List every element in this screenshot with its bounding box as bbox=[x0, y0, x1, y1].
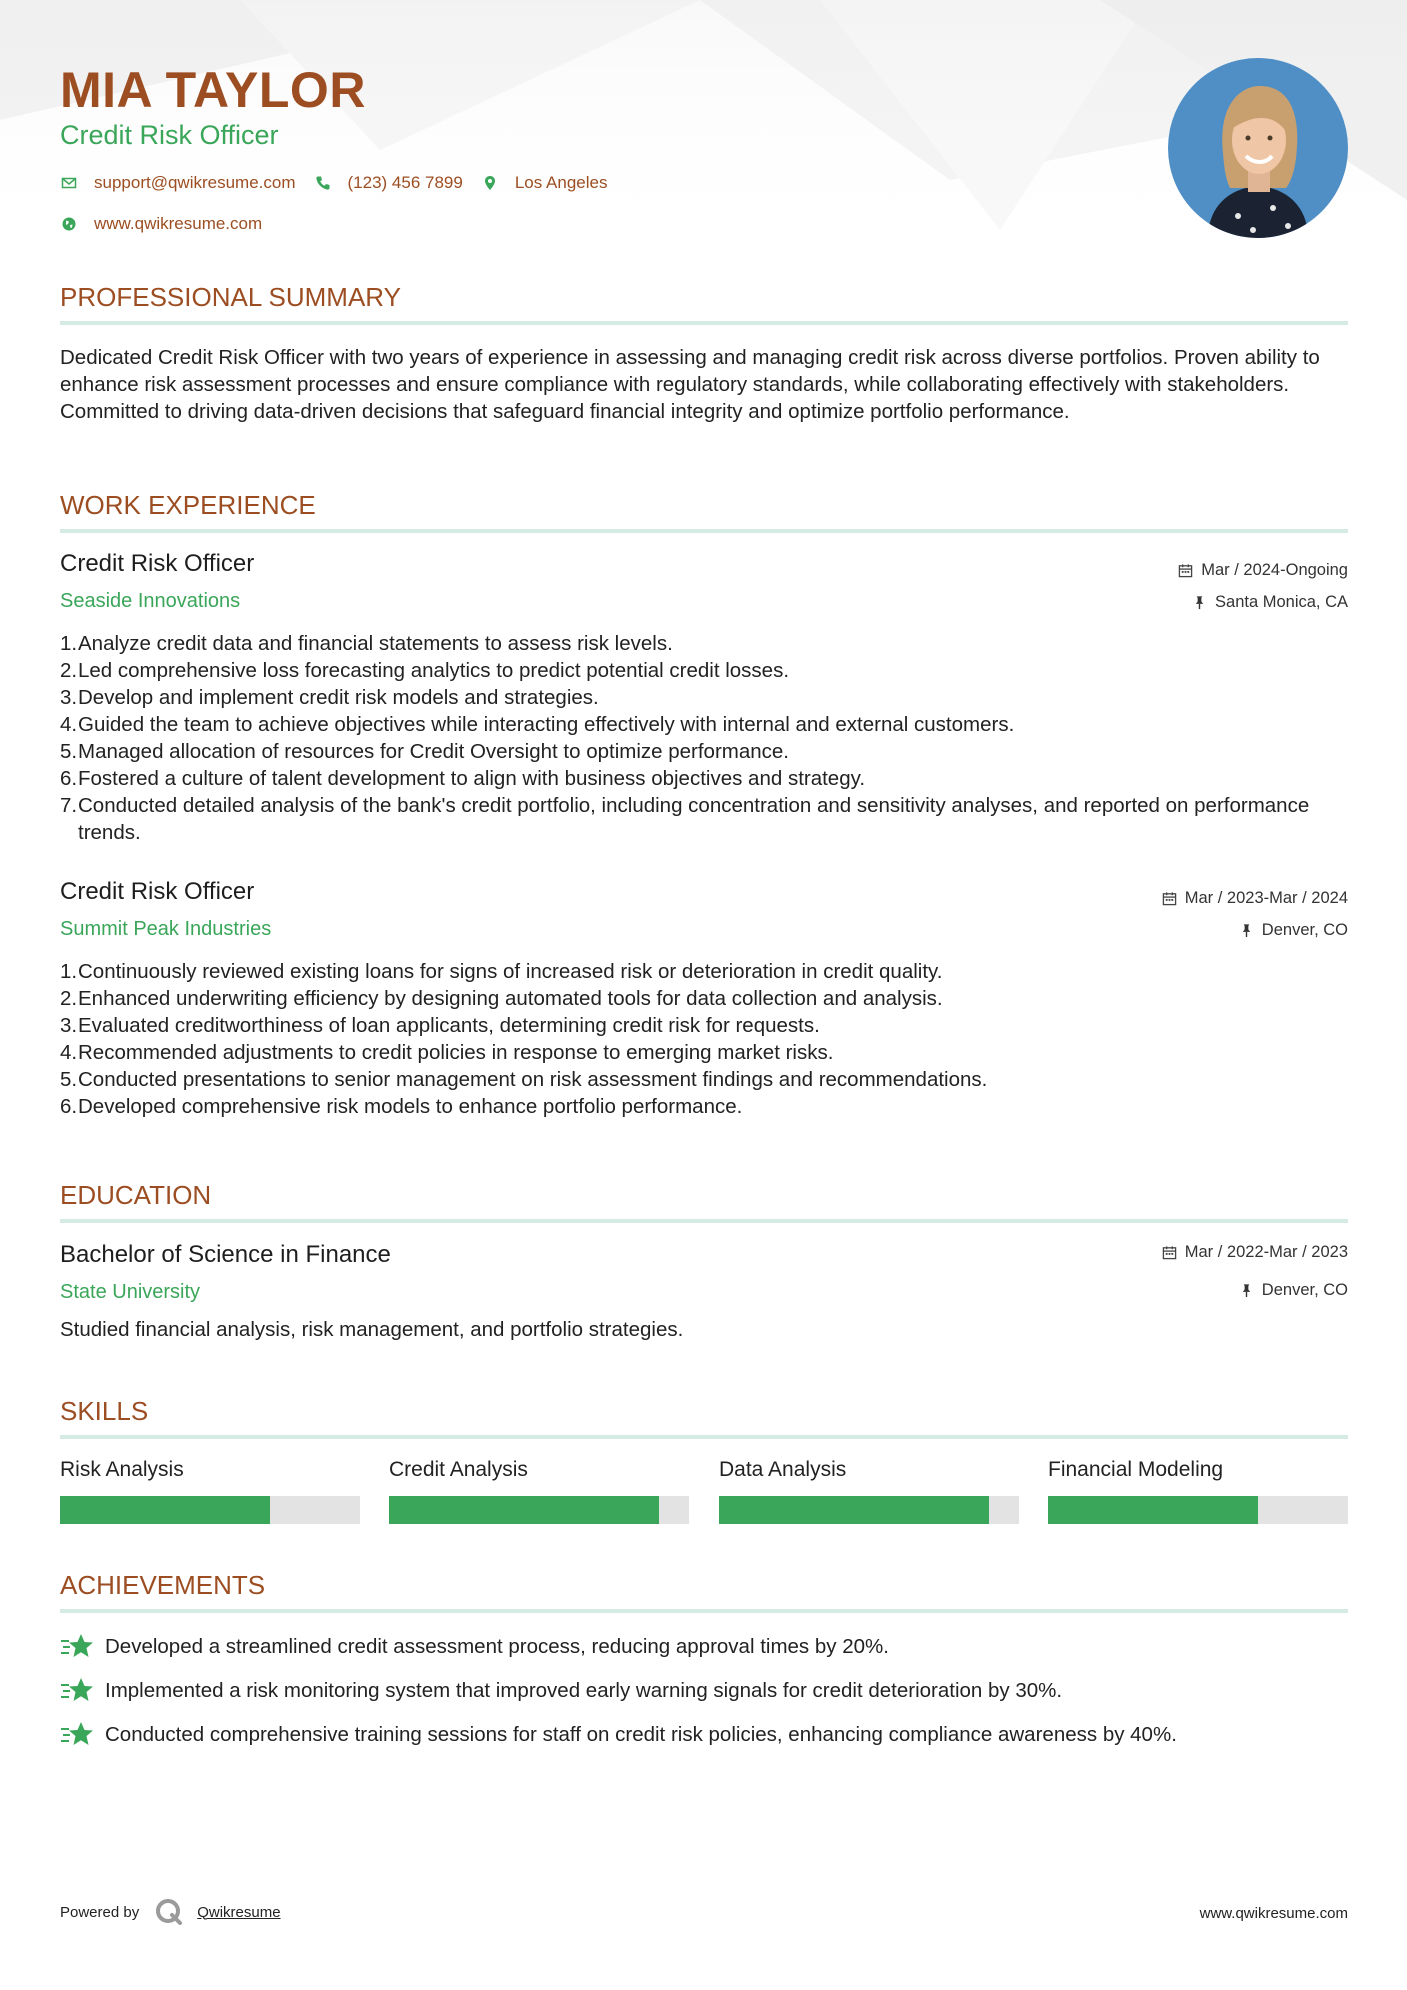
list-item: 6. Fostered a culture of talent development to align with business objectives and strategy. bbox=[60, 767, 866, 790]
profile-photo bbox=[1168, 58, 1348, 238]
list-item: 6. Developed comprehensive risk models to enhance portfolio performance. bbox=[60, 1095, 743, 1118]
skill-level-fill bbox=[60, 1496, 270, 1524]
section-divider bbox=[60, 529, 1348, 533]
calendar-icon bbox=[1162, 1245, 1177, 1260]
pushpin-icon bbox=[1192, 595, 1207, 610]
achievement-item bbox=[60, 1632, 889, 1660]
website-text: www.qwikresume.com bbox=[94, 214, 263, 233]
section-divider bbox=[60, 1435, 1348, 1439]
star-icon bbox=[60, 1676, 94, 1704]
list-item: 5. Conducted presentations to senior management on risk assessment findings and recommendations. bbox=[60, 1068, 988, 1091]
skill-data-analysis bbox=[719, 1457, 1019, 1483]
achievement-text: Developed a streamlined credit assessment process, reducing approval times by 20%. bbox=[105, 1634, 889, 1658]
list-item: 2. Enhanced underwriting efficiency by designing automated tools for data collection and analysis. bbox=[60, 987, 943, 1010]
contact-email[interactable] bbox=[60, 173, 296, 193]
pushpin-icon bbox=[1239, 923, 1254, 938]
contact-phone[interactable] bbox=[314, 173, 463, 193]
education-school: State University bbox=[60, 1281, 201, 1303]
job-location bbox=[1192, 591, 1348, 613]
list-item: 3. Develop and implement credit risk models and strategies. bbox=[60, 686, 599, 709]
skill-name: Risk Analysis bbox=[60, 1458, 184, 1481]
job-location bbox=[1239, 919, 1348, 941]
contact-website[interactable] bbox=[60, 214, 262, 234]
skill-credit-analysis bbox=[389, 1457, 689, 1483]
achievement-item bbox=[60, 1720, 1177, 1748]
skill-level-fill bbox=[719, 1496, 989, 1524]
achievement-text: Implemented a risk monitoring system that improved early warning signals for credit deterioration by 30%. bbox=[105, 1678, 1063, 1702]
phone-text: (123) 456 7899 bbox=[347, 173, 463, 192]
education-degree: Bachelor of Science in Finance bbox=[60, 1241, 391, 1268]
skill-level-bar bbox=[1048, 1496, 1348, 1524]
list-item: 7. Conducted detailed analysis of the bank's credit portfolio, including concentration and sensitivity analyses, and reported on performance trends. bbox=[60, 794, 1310, 844]
section-divider bbox=[60, 321, 1348, 325]
calendar-icon bbox=[1178, 563, 1193, 578]
section-divider bbox=[60, 1609, 1348, 1613]
skill-name: Financial Modeling bbox=[1048, 1458, 1224, 1481]
skill-level-bar bbox=[60, 1496, 360, 1524]
list-item: 1. Continuously reviewed existing loans for signs of increased risk or deterioration in credit quality. bbox=[60, 960, 943, 983]
job-bullets bbox=[60, 630, 1348, 846]
section-title-skills: SKILLS bbox=[60, 1396, 149, 1426]
list-item: 4. Guided the team to achieve objectives while interacting effectively with internal and external customers. bbox=[60, 713, 1015, 736]
contact-location bbox=[481, 173, 608, 193]
footer-website[interactable]: www.qwikresume.com bbox=[1199, 1905, 1348, 1922]
skill-name: Credit Analysis bbox=[389, 1458, 528, 1481]
footer-powered-by bbox=[60, 1898, 281, 1926]
skill-name: Data Analysis bbox=[719, 1458, 847, 1481]
section-title-experience: WORK EXPERIENCE bbox=[60, 490, 316, 520]
skill-financial-modeling bbox=[1048, 1457, 1348, 1483]
achievement-item bbox=[60, 1676, 1062, 1704]
pushpin-icon bbox=[1239, 1283, 1254, 1298]
skill-level-bar bbox=[719, 1496, 1019, 1524]
job-title: Credit Risk Officer bbox=[60, 550, 255, 577]
section-title-achievements: ACHIEVEMENTS bbox=[60, 1570, 266, 1600]
contact-row-primary bbox=[60, 173, 625, 193]
education-dates bbox=[1162, 1241, 1348, 1263]
job-dates bbox=[1178, 559, 1348, 581]
list-item: 1. Analyze credit data and financial statements to assess risk levels. bbox=[60, 632, 673, 655]
globe-icon bbox=[60, 215, 78, 233]
envelope-icon bbox=[60, 174, 78, 192]
email-text: support@qwikresume.com bbox=[94, 173, 296, 192]
job-dates-text: Mar / 2023-Mar / 2024 bbox=[1184, 889, 1348, 907]
skill-risk-analysis bbox=[60, 1457, 360, 1483]
section-divider bbox=[60, 1219, 1348, 1223]
calendar-icon bbox=[1162, 891, 1177, 906]
education-location-text: Denver, CO bbox=[1261, 1281, 1348, 1299]
location-text: Los Angeles bbox=[514, 173, 608, 192]
map-pin-icon bbox=[481, 174, 499, 192]
job-location-text: Santa Monica, CA bbox=[1215, 593, 1348, 611]
phone-icon bbox=[314, 174, 332, 192]
skill-level-fill bbox=[1048, 1496, 1258, 1524]
candidate-name: MIA TAYLOR bbox=[60, 62, 366, 118]
skill-level-bar bbox=[389, 1496, 689, 1524]
list-item: 2. Led comprehensive loss forecasting analytics to predict potential credit losses. bbox=[60, 659, 790, 682]
job-dates bbox=[1162, 887, 1348, 909]
job-company: Summit Peak Industries bbox=[60, 918, 272, 940]
job-title: Credit Risk Officer bbox=[60, 878, 255, 905]
education-dates-text: Mar / 2022-Mar / 2023 bbox=[1184, 1243, 1348, 1261]
list-item: 5. Managed allocation of resources for Credit Oversight to optimize performance. bbox=[60, 740, 790, 763]
section-title-summary: PROFESSIONAL SUMMARY bbox=[60, 282, 401, 312]
education-description: Studied financial analysis, risk management, and portfolio strategies. bbox=[60, 1318, 684, 1341]
powered-by-label: Powered by bbox=[60, 1903, 140, 1921]
achievement-text: Conducted comprehensive training sessions for staff on credit risk policies, enhancing compliance awareness by 40%. bbox=[105, 1722, 1177, 1746]
job-bullets bbox=[60, 958, 1348, 1120]
job-dates-text: Mar / 2024-Ongoing bbox=[1201, 561, 1348, 579]
star-icon bbox=[60, 1632, 94, 1660]
contact-row-secondary bbox=[60, 214, 280, 234]
star-icon bbox=[60, 1720, 94, 1748]
qwikresume-logo bbox=[155, 1898, 183, 1926]
list-item: 4. Recommended adjustments to credit policies in response to emerging market risks. bbox=[60, 1041, 834, 1064]
candidate-title: Credit Risk Officer bbox=[60, 120, 279, 150]
list-item: 3. Evaluated creditworthiness of loan applicants, determining credit risk for requests. bbox=[60, 1014, 820, 1037]
skill-level-fill bbox=[389, 1496, 659, 1524]
qwikresume-link[interactable]: Qwikresume bbox=[197, 1903, 281, 1921]
summary-text: Dedicated Credit Risk Officer with two years of experience in assessing and managing credit risk across diverse portfolios. Proven ability to enhance risk assessment processes and ensure compliance with regulatory standards, while collaborating effectively with stakeholders. Committed to driving data-driven decisions that safeguard financial integrity and optimize portfolio performance. bbox=[60, 346, 1320, 423]
job-location-text: Denver, CO bbox=[1261, 921, 1348, 939]
education-location bbox=[1239, 1279, 1348, 1301]
job-company: Seaside Innovations bbox=[60, 590, 241, 612]
section-title-education: EDUCATION bbox=[60, 1180, 212, 1210]
